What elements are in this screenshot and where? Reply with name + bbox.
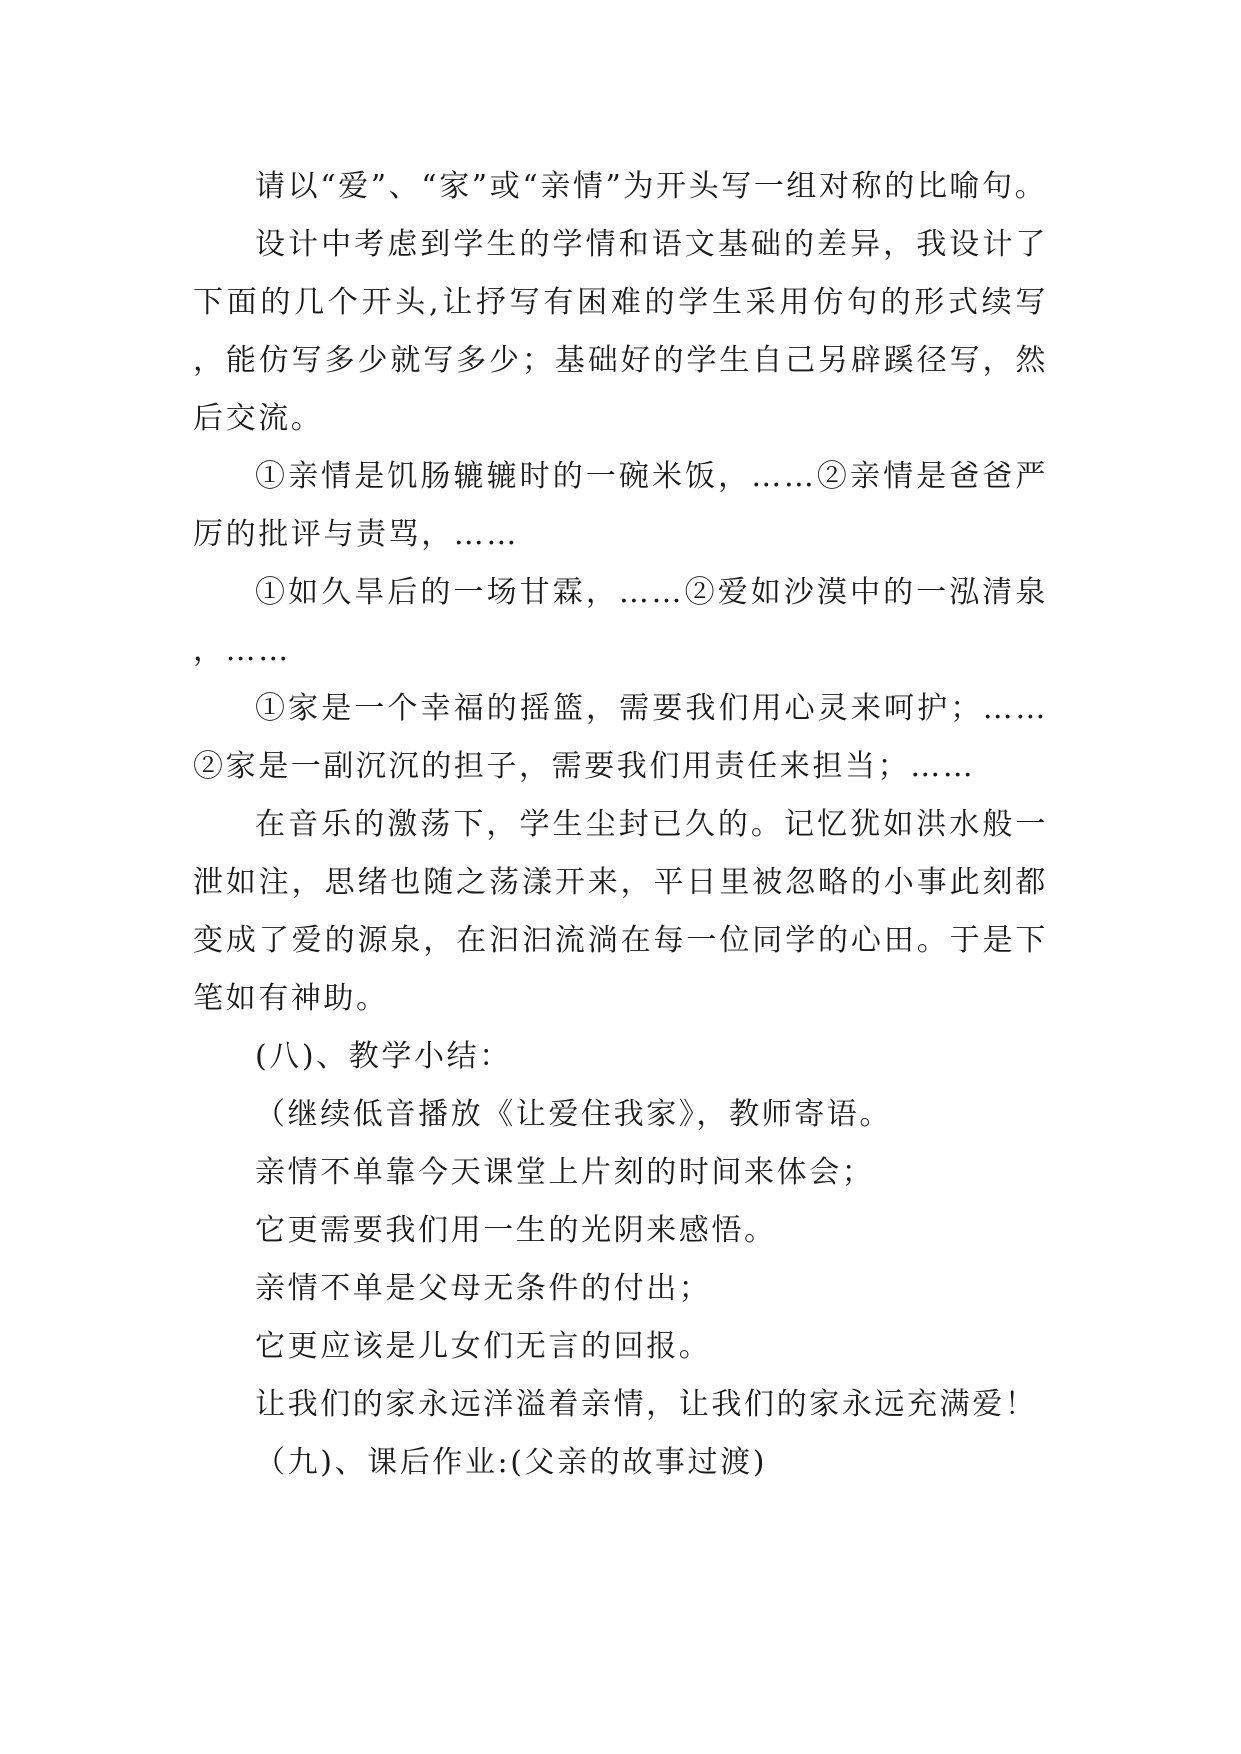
section-heading-homework: （九)、课后作业:(父亲的故事过渡): [255, 1445, 768, 1480]
paragraph-music-reflection: 在音乐的激荡下，学生尘封已久的。记忆犹如洪水般一泄如注，思绪也随之荡漾开来，平日里被忽略的小事此刻都变成了爱的源泉，在汩汩流淌在每一位同学的心田。于是下笔如有神助。: [193, 807, 1048, 1016]
verse-line: 它更应该是儿女们无言的回报。: [255, 1329, 712, 1364]
verse-line: 亲情不单靠今天课堂上片刻的时间来体会；: [255, 1155, 875, 1190]
document-body: [193, 158, 1048, 1492]
paragraph-design-note: 设计中考虑到学生的学情和语文基础的差异，我设计了下面的几个开头,让抒写有困难的学生采用仿句的形式续写，能仿写多少就写多少；基础好的学生自己另辟蹊径写，然后交流。: [193, 227, 1048, 436]
verse-line-closing: 让我们的家永远洋溢着亲情，让我们的家永远充满爱！: [255, 1387, 1038, 1422]
paragraph-example-home: ①家是一个幸福的摇篮，需要我们用心灵来呵护；……②家是一副沉沉的担子，需要我们用责任来担当；……: [193, 691, 1048, 784]
verse-line: 它更需要我们用一生的光阴来感悟。: [255, 1213, 777, 1248]
section-heading-summary: (八)、教学小结：: [255, 1039, 512, 1074]
paragraph-teacher-message-intro: （继续低音播放《让爱住我家》，教师寄语。: [255, 1097, 892, 1132]
verse-line: 亲情不单是父母无条件的付出；: [255, 1271, 712, 1306]
paragraph-example-family-love: ①亲情是饥肠辘辘时的一碗米饭，……②亲情是爸爸严厉的批评与责骂，……: [193, 459, 1048, 552]
paragraph-metaphor-task: 请以“爱”、“家”或“亲情”为开头写一组对称的比喻句。: [255, 169, 1048, 204]
paragraph-example-love: ①如久旱后的一场甘霖，……②爱如沙漠中的一泓清泉，……: [193, 575, 1048, 668]
